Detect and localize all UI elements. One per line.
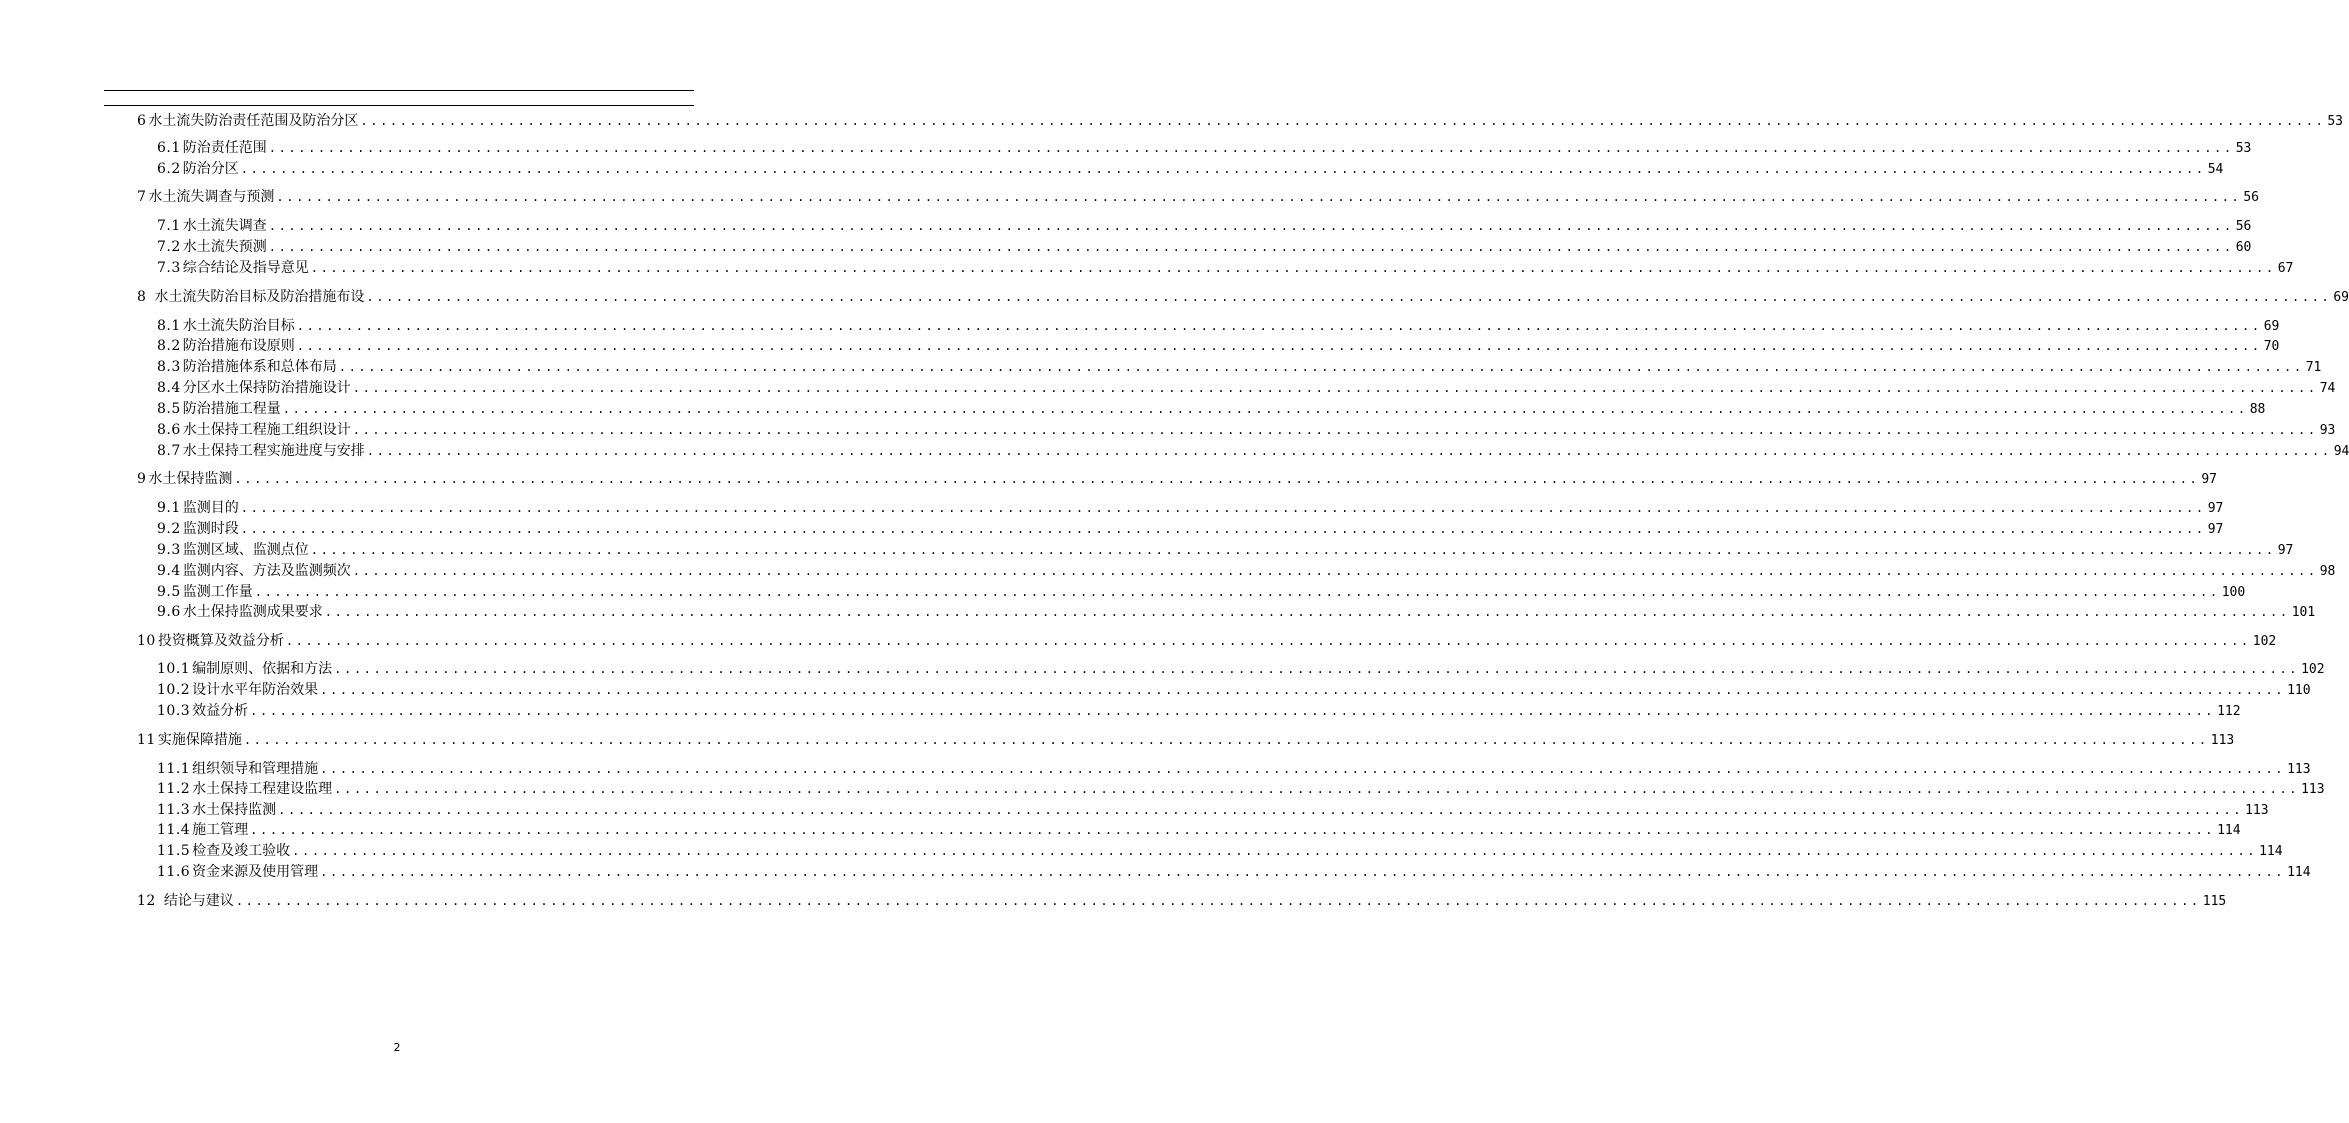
toc-entry-page: 97 [2201,472,2217,487]
toc-entry-title: 防治措施布设原则 [182,338,295,354]
toc-entry-number: 6 [137,113,147,129]
toc-entry-number: 8.7 [157,443,181,459]
toc-entry[interactable] [157,139,2252,157]
toc-leader-dots: ........................................................................................................................................................................................................ [334,782,2300,796]
toc-entry-number: 7 [137,189,147,205]
toc-entry-number: 10.1 [157,661,191,677]
toc-entry-page: 115 [2202,894,2227,909]
toc-entry-title: 资金来源及使用管理 [192,864,319,880]
toc-entry[interactable] [157,379,2336,397]
toc-entry[interactable] [157,217,2252,235]
toc-leader-dots: ........................................................................................................................................................................................................ [366,444,2332,458]
toc-leader-dots: ........................................................................................................................................................................................................ [235,894,2201,908]
toc-entry-number: 7.2 [157,239,181,255]
toc-entry-page: 113 [2301,782,2325,797]
toc-entry-title: 水土流失防治目标 [182,318,295,334]
toc-entry-number: 8.1 [157,318,181,334]
toc-entry-page: 100 [2221,585,2246,600]
toc-entry-title: 结论与建议 [163,893,234,909]
toc-entry-page: 60 [2235,240,2252,255]
header-rule [104,90,694,91]
toc-leader-dots: ........................................................................................................................................................................................................ [240,501,2206,515]
toc-entry-page: 54 [2207,162,2224,177]
toc-entry-title: 水土保持监测成果要求 [182,604,323,620]
toc-entry-page: 69 [2263,319,2280,334]
toc-entry-title: 实施保障措施 [157,732,242,748]
toc-entry-title: 水土流失防治目标及防治措施布设 [154,289,365,305]
toc-leader-dots: ........................................................................................................................................................................................................ [268,219,2234,233]
toc-entry[interactable] [137,288,2349,306]
toc-entry-number: 11.1 [157,761,191,777]
toc-leader-dots: ........................................................................................................................................................................................................ [334,662,2300,676]
toc-entry-page: 69 [2333,290,2349,305]
toc-entry-number: 9.4 [157,563,181,579]
toc-entry[interactable] [137,731,2235,749]
toc-entry[interactable] [157,780,2325,798]
toc-leader-dots: ........................................................................................................................................................................................................ [254,585,2220,599]
toc-entry-number: 11.3 [157,802,191,818]
toc-entry-number: 11.6 [157,864,191,880]
toc-entry-title: 水土流失防治责任范围及防治分区 [148,113,359,129]
toc-leader-dots: ........................................................................................................................................................................................................ [310,261,2276,275]
toc-entry-number: 9.1 [157,500,181,516]
toc-entry-title: 防治分区 [182,161,239,177]
toc-leader-dots: ........................................................................................................................................................................................................ [310,543,2276,557]
toc-entry-title: 综合结论及指导意见 [182,260,309,276]
toc-entry-page: 94 [2333,444,2349,459]
toc-entry-page: 114 [2259,844,2283,859]
toc-leader-dots: ........................................................................................................................................................................................................ [324,605,2290,619]
toc-entry-title: 施工管理 [192,822,249,838]
toc-entry-title: 检查及竣工验收 [192,843,291,859]
toc-entry[interactable] [157,660,2325,678]
toc-entry[interactable] [157,583,2246,601]
toc-entry-page: 71 [2305,360,2322,375]
toc-entry[interactable] [157,400,2266,418]
toc-leader-dots: ........................................................................................................................................................................................................ [352,564,2318,578]
toc-entry-number: 9.5 [157,584,181,600]
toc-entry-number: 10.2 [157,682,191,698]
toc-entry-number: 9.2 [157,521,181,537]
toc-entry-title: 水土保持工程实施进度与安排 [182,443,365,459]
toc-entry-title: 分区水土保持防治措施设计 [182,380,351,396]
toc-leader-dots: ........................................................................................................................................................................................................ [268,240,2234,254]
toc-entry-page: 67 [2277,261,2294,276]
toc-entry[interactable] [157,520,2224,538]
toc-entry-title: 防治责任范围 [182,140,267,156]
toc-entry-page: 102 [2252,634,2277,649]
toc-leader-dots: ........................................................................................................................................................................................................ [292,844,2258,858]
toc-leader-dots: ........................................................................................................................................................................................................ [352,381,2318,395]
toc-entry[interactable] [157,801,2269,819]
toc-entry[interactable] [157,603,2316,621]
toc-entry-page: 112 [2217,704,2241,719]
toc-entry[interactable] [157,259,2294,277]
toc-leader-dots: ........................................................................................................................................................................................................ [282,402,2248,416]
toc-entry-number: 7.3 [157,260,181,276]
toc-entry-title: 监测区域、监测点位 [182,542,309,558]
toc-entry[interactable] [137,632,2277,650]
toc-leader-dots: ........................................................................................................................................................................................................ [240,522,2206,536]
toc-entry-number: 8.6 [157,422,181,438]
toc-entry-title: 水土保持监测 [192,802,277,818]
toc-entry-number: 12 [137,893,156,909]
toc-entry-page: 114 [2287,865,2311,880]
toc-entry-title: 监测时段 [182,521,239,537]
toc-leader-dots: ........................................................................................................................................................................................................ [296,319,2262,333]
toc-entry-title: 编制原则、依据和方法 [192,661,333,677]
toc-entry-page: 110 [2287,683,2311,698]
toc-entry-number: 7.1 [157,218,181,234]
toc-entry-number: 11.4 [157,822,191,838]
toc-entry-number: 8.3 [157,359,181,375]
toc-entry-number: 10.3 [157,703,191,719]
toc-leader-dots: ........................................................................................................................................................................................................ [250,823,2216,837]
toc-leader-dots: ........................................................................................................................................................................................................ [352,423,2318,437]
toc-entry[interactable] [137,112,2343,130]
toc-entry-page: 88 [2249,402,2266,417]
toc-entry-page: 56 [2243,190,2259,205]
toc-entry-page: 102 [2301,662,2325,677]
toc-entry-number: 8.2 [157,338,181,354]
toc-entry-title: 投资概算及效益分析 [157,633,284,649]
toc-entry[interactable] [157,562,2336,580]
toc-leader-dots: ........................................................................................................................................................................................................ [320,762,2286,776]
toc-leader-dots: ........................................................................................................................................................................................................ [276,190,2242,204]
toc-entry[interactable] [157,702,2241,720]
toc-entry-title: 监测工作量 [182,584,253,600]
toc-entry[interactable] [157,317,2280,335]
toc-entry-title: 水土保持监测 [148,471,233,487]
toc-leader-dots: ........................................................................................................................................................................................................ [250,704,2216,718]
toc-entry-page: 97 [2277,543,2294,558]
toc-entry-page: 98 [2319,564,2336,579]
toc-entry-number: 11.5 [157,843,191,859]
toc-entry-page: 113 [2287,762,2311,777]
toc-entry-title: 水土保持工程施工组织设计 [182,422,351,438]
toc-leader-dots: ........................................................................................................................................................................................................ [360,114,2326,128]
toc-entry-number: 10 [137,633,156,649]
toc-entry[interactable] [157,358,2322,376]
toc-entry-number: 9 [137,471,147,487]
toc-entry-title: 效益分析 [192,703,249,719]
toc-entry-number: 11.2 [157,781,191,797]
toc-entry-number: 11 [137,732,156,748]
toc-entry[interactable] [157,681,2311,699]
toc-entry[interactable] [157,442,2349,460]
toc-leader-dots: ........................................................................................................................................................................................................ [320,683,2286,697]
toc-entry-page: 53 [2327,114,2343,129]
toc-entry[interactable] [157,821,2241,839]
toc-entry-title: 水土流失调查与预测 [148,189,275,205]
toc-entry-title: 设计水平年防治效果 [192,682,319,698]
toc-entry[interactable] [157,760,2311,778]
toc-entry-page: 113 [2210,733,2235,748]
toc-entry[interactable] [157,842,2283,860]
toc-entry-page: 113 [2245,803,2269,818]
toc-entry[interactable] [157,499,2224,517]
toc-entry-number: 9.3 [157,542,181,558]
toc-entry-number: 6.2 [157,161,181,177]
toc-entry[interactable] [137,470,2217,488]
toc-entry-title: 水土流失预测 [182,239,267,255]
toc-entry-page: 74 [2319,381,2336,396]
header-rule-thick [104,105,694,106]
toc-entry[interactable] [157,863,2311,881]
toc-entry-number: 9.6 [157,604,181,620]
toc-leader-dots: ........................................................................................................................................................................................................ [320,865,2286,879]
toc-entry[interactable] [137,892,2227,910]
toc-entry-number: 6.1 [157,140,181,156]
toc-entry-title: 水土保持工程建设监理 [192,781,333,797]
toc-entry-title: 防治措施工程量 [182,401,281,417]
toc-leader-dots: ........................................................................................................................................................................................................ [240,162,2206,176]
toc-entry[interactable] [157,160,2224,178]
toc-entry[interactable] [137,188,2259,206]
toc-entry-page: 101 [2291,605,2316,620]
toc-leader-dots: ........................................................................................................................................................................................................ [243,733,2209,747]
toc-entry-page: 114 [2217,823,2241,838]
toc-entry-title: 监测目的 [182,500,239,516]
page-number: 2 [393,1041,401,1054]
toc-leader-dots: ........................................................................................................................................................................................................ [268,141,2234,155]
toc-entry-number: 8.4 [157,380,181,396]
toc-entry[interactable] [157,421,2336,439]
toc-entry-page: 97 [2207,522,2224,537]
toc-entry-title: 监测内容、方法及监测频次 [182,563,351,579]
toc-entry[interactable] [157,541,2294,559]
toc-entry-number: 8 [137,289,147,305]
toc-entry-title: 水土流失调查 [182,218,267,234]
toc-leader-dots: ........................................................................................................................................................................................................ [234,472,2200,486]
toc-entry-number: 8.5 [157,401,181,417]
toc-leader-dots: ........................................................................................................................................................................................................ [366,290,2332,304]
toc-entry-page: 93 [2319,423,2336,438]
toc-entry[interactable] [157,337,2280,355]
toc-leader-dots: ........................................................................................................................................................................................................ [338,360,2304,374]
toc-entry[interactable] [157,238,2252,256]
toc-entry-title: 防治措施体系和总体布局 [182,359,337,375]
toc-leader-dots: ........................................................................................................................................................................................................ [278,803,2244,817]
toc-leader-dots: ........................................................................................................................................................................................................ [296,339,2262,353]
toc-entry-page: 53 [2235,141,2252,156]
toc-leader-dots: ........................................................................................................................................................................................................ [285,634,2251,648]
toc-entry-page: 56 [2235,219,2252,234]
toc-entry-page: 97 [2207,501,2224,516]
toc-entry-title: 组织领导和管理措施 [192,761,319,777]
toc-entry-page: 70 [2263,339,2280,354]
